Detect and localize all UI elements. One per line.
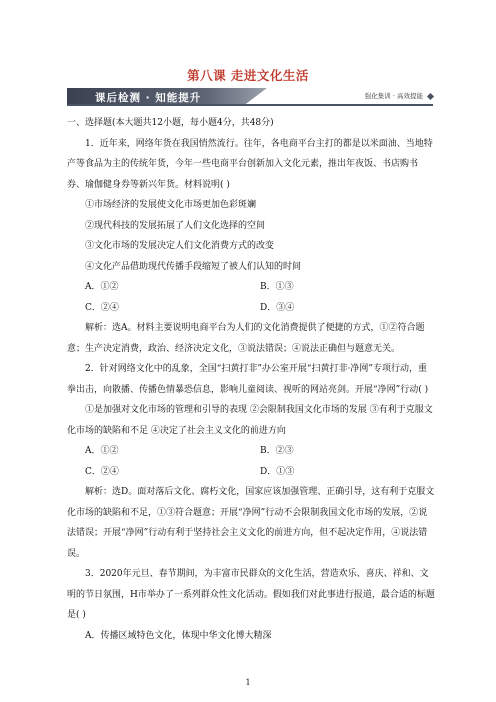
question-content: [67, 113, 435, 646]
question-1-item: ④文化产品借助现代传播手段缩短了被人们认知的时间: [85, 261, 302, 272]
question-1-stem: 1．近年来，网络年货在我国悄然流行。往年，各电商平台主打的都是以米面油、当地特产等食品为主的传统年货，今年一些电商平台创新加入文化元素，推出年夜饭、书店购书券、瑜伽健身券等新兴年货。材料说明( ): [67, 138, 433, 190]
question-2-analysis: 解析：选D。面对落后文化、腐朽文化，国家应该加强管理、正确引导，这有利于克服文化市场的缺陷和不足，①③符合题意；开展“净网”行动不会限制我国文化市场的发展，②说法错误；开展“净网”行动有利于坚持社会主义文化的前进方向，但不起决定作用，④说法错误。: [67, 487, 435, 559]
question-2-stem: 2．针对网络文化中的乱象，全国“扫黄打非”办公室开展“扫黄打非·净网”专项行动，重拳出击，向散播、传播色情暴恐信息，影响儿童阅读、视听的网站亮剑。开展“净网”行动( ): [67, 364, 429, 395]
option-c: C．②④: [85, 302, 119, 313]
question-1-item: ②现代科技的发展拓展了人们文化选择的空间: [85, 220, 266, 231]
diamond-icon: [427, 93, 434, 100]
question-1-item: ③文化市场的发展决定人们文化消费方式的改变: [85, 241, 275, 251]
question-1-analysis: 解析：选A。材料主要说明电商平台为人们的文化消费提供了便捷的方式，①②符合题意；生产决定消费，政治、经济决定文化，③说法错误；④说法正确但与题意无关。: [67, 323, 425, 354]
option-c: C．②④: [85, 466, 119, 477]
option-a: A．①②: [85, 282, 119, 292]
page-number: 1: [245, 678, 251, 687]
option-b: B．①③: [260, 282, 294, 292]
section-heading: 一、选择题(本大题共12小题，每小题4分，共48分): [67, 118, 274, 128]
question-1-options-row: [67, 277, 435, 298]
question-1-item: ①市场经济的发展使文化市场更加色彩斑斓: [85, 200, 257, 210]
question-2-items: ①是加强对文化市场的管理和引导的表现 ②会限制我国文化市场的发展 ③有利于克服文化市场的缺陷和不足 ④决定了社会主义文化的前进方向: [67, 405, 433, 436]
question-1-options-row: [67, 298, 435, 319]
question-3-option-a: A．传播区域特色文化，体现中华文化博大精深: [85, 630, 272, 641]
lesson-title: 第八课 走进文化生活: [187, 68, 309, 83]
banner-subtitle: 强化集训 · 高效提能: [364, 92, 423, 100]
option-a: A．①②: [85, 446, 119, 456]
option-b: B．②③: [260, 446, 294, 456]
option-d: D．①③: [260, 466, 295, 477]
question-2-options-row: [67, 441, 435, 462]
section-banner: [67, 88, 433, 106]
question-2-options-row: [67, 462, 435, 483]
question-3-stem: 3．2020年元旦、春节期间，为丰富市民群众的文化生活，营造欢乐、喜庆、祥和、文明的节日氛围，H市举办了一系列群众性文化活动。假如我们对此事进行报道，最合适的标题是( ): [67, 569, 435, 620]
banner-label: 课后检测 · 知能提升: [95, 92, 202, 104]
option-d: D．③④: [260, 302, 295, 313]
